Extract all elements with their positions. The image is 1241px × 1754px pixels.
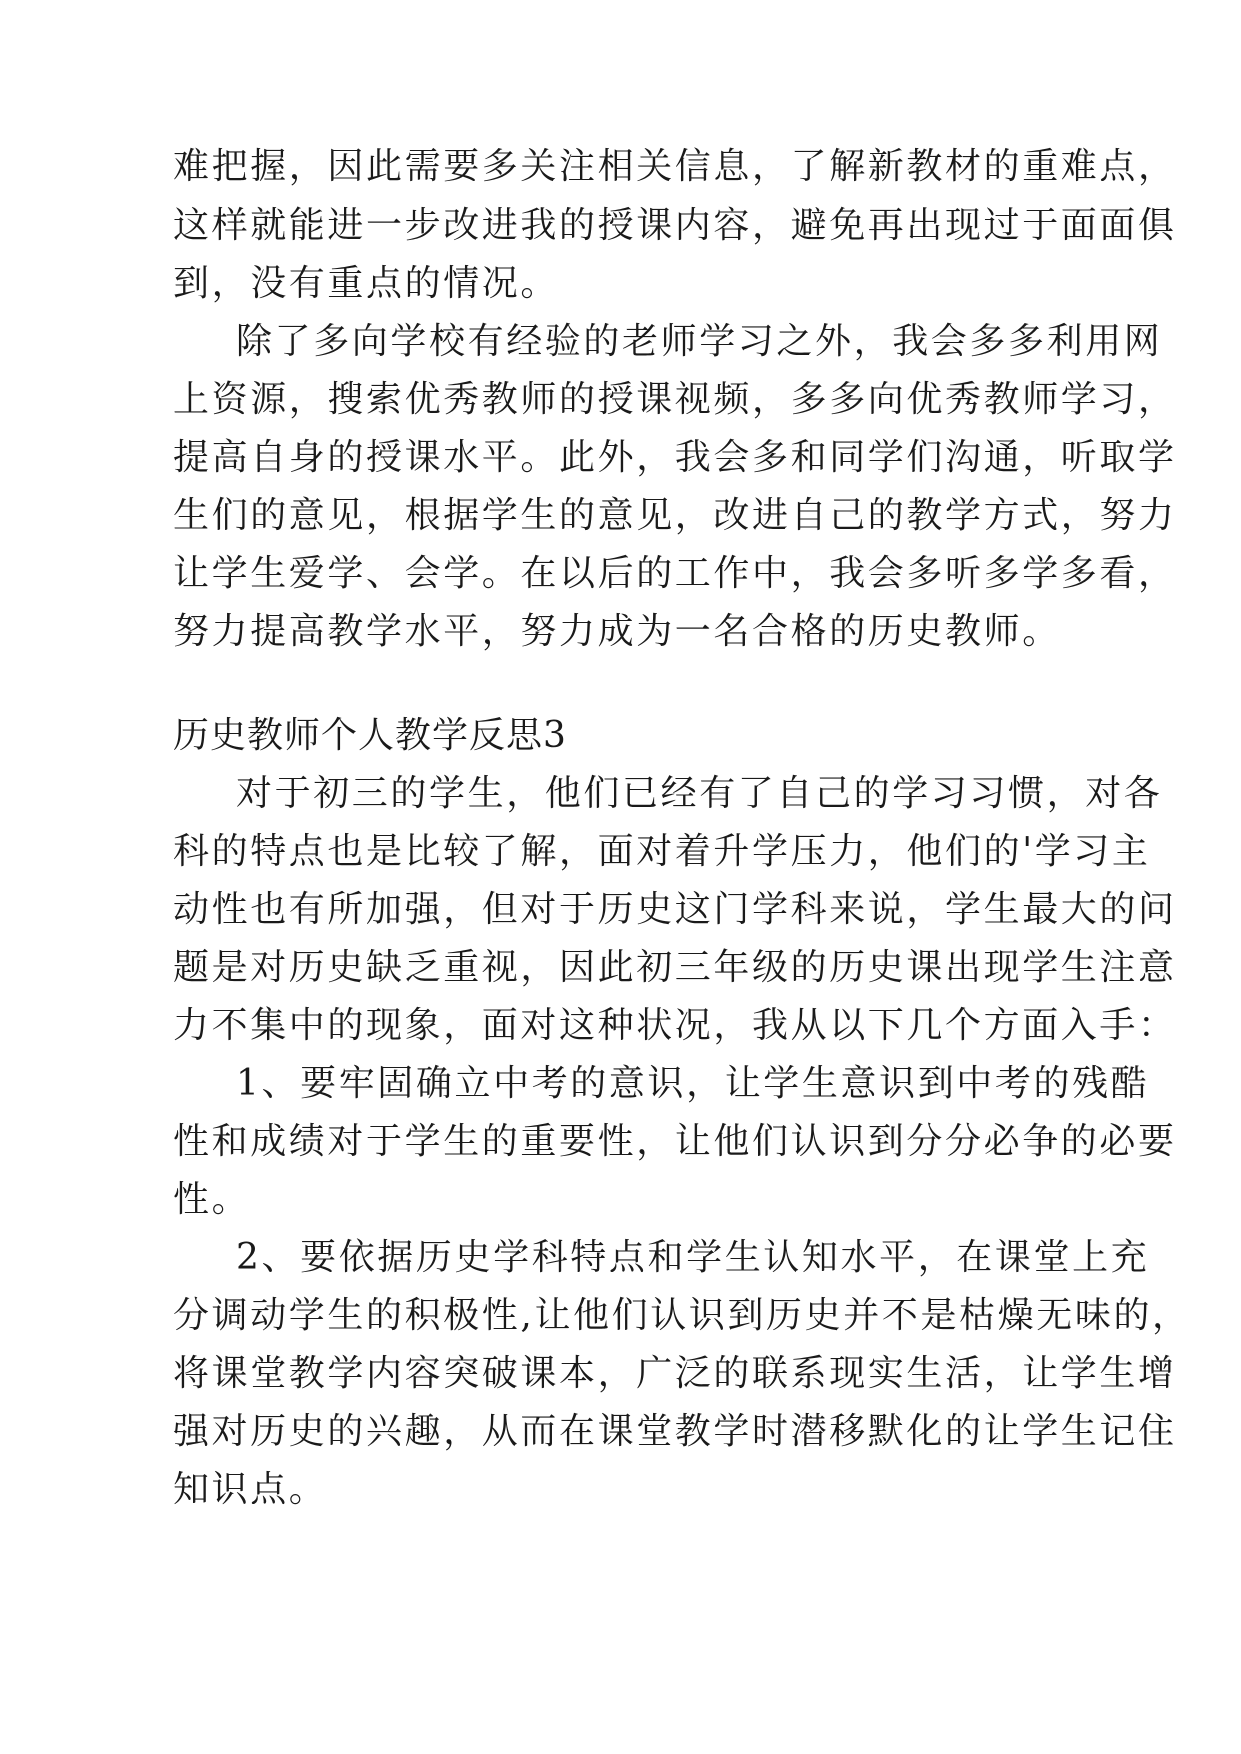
paragraph-line: 知识点。 <box>173 1469 328 1510</box>
paragraph-line: 生们的意见，根据学生的意见，改进自己的教学方式，努力 <box>173 495 1177 536</box>
paragraph-line: 努力提高教学水平，努力成为一名合格的历史教师。 <box>173 611 1061 652</box>
paragraph-line: 分调动学生的积极性,让他们认识到历史并不是枯燥无味的， <box>173 1295 1191 1336</box>
paragraph-line: 力不集中的现象，面对这种状况，我从以下几个方面入手： <box>173 1005 1177 1046</box>
paragraph-line: 让学生爱学、会学。在以后的工作中，我会多听多学多看， <box>173 553 1177 594</box>
paragraph-line: 提高自身的授课水平。此外，我会多和同学们沟通，听取学 <box>173 437 1177 478</box>
paragraph-line: 题是对历史缺乏重视，因此初三年级的历史课出现学生注意 <box>173 947 1177 988</box>
section-heading: 历史教师个人教学反思3 <box>173 715 567 756</box>
paragraph-line: 对于初三的学生，他们已经有了自己的学习习惯，对各 <box>236 773 1163 814</box>
paragraph-line: 上资源，搜索优秀教师的授课视频，多多向优秀教师学习， <box>173 379 1177 420</box>
paragraph-line: 性和成绩对于学生的重要性，让他们认识到分分必争的必要 <box>173 1121 1177 1162</box>
paragraph-line: 2、要依据历史学科特点和学生认知水平，在课堂上充 <box>236 1237 1150 1278</box>
paragraph-line: 性。 <box>173 1179 251 1220</box>
paragraph-line: 将课堂教学内容突破课本，广泛的联系现实生活，让学生增 <box>173 1353 1177 1394</box>
paragraph-line: 难把握，因此需要多关注相关信息，了解新教材的重难点， <box>173 146 1177 187</box>
paragraph-line: 科的特点也是比较了解，面对着升学压力，他们的'学习主 <box>173 831 1151 872</box>
paragraph-line: 1、要牢固确立中考的意识，让学生意识到中考的残酷 <box>236 1063 1150 1104</box>
paragraph-line: 到，没有重点的情况。 <box>173 263 560 304</box>
paragraph-line: 这样就能进一步改进我的授课内容，避免再出现过于面面俱 <box>173 205 1177 246</box>
paragraph-line: 强对历史的兴趣，从而在课堂教学时潜移默化的让学生记住 <box>173 1411 1177 1452</box>
paragraph-line: 动性也有所加强，但对于历史这门学科来说，学生最大的问 <box>173 889 1177 930</box>
paragraph-line: 除了多向学校有经验的老师学习之外，我会多多利用网 <box>236 321 1163 362</box>
